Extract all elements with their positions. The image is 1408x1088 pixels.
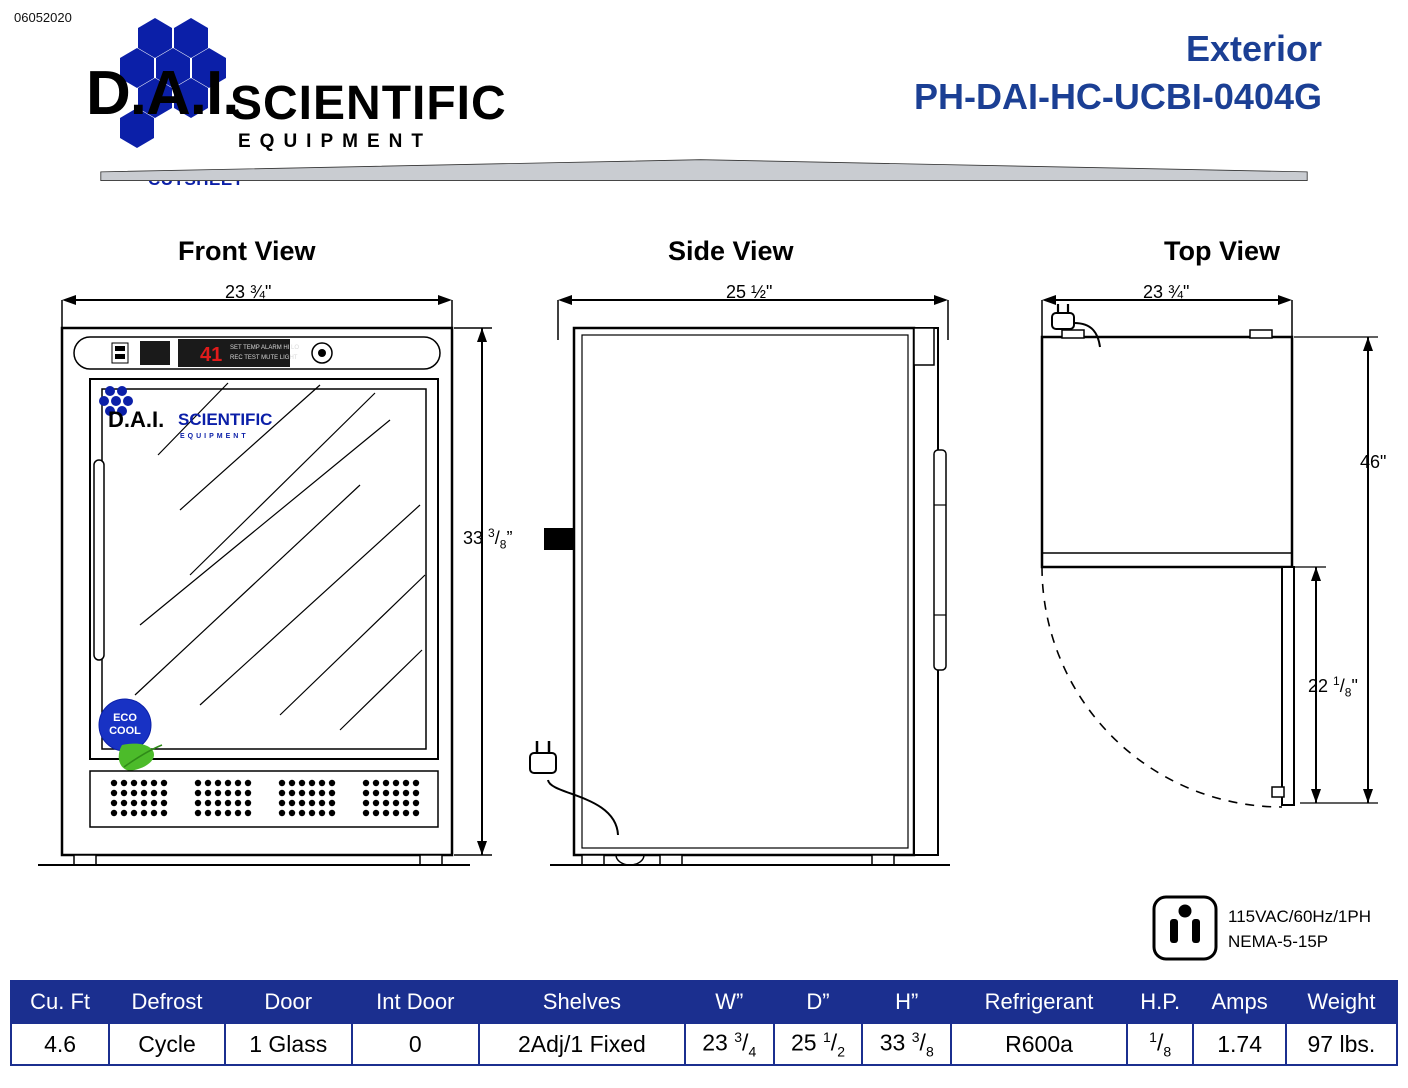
electrical-line-2: NEMA-5-15P	[1228, 931, 1329, 951]
header-refrigerant: Refrigerant	[951, 981, 1127, 1023]
page-title: Exterior	[1185, 28, 1322, 69]
svg-text:SET TEMP ALARM HI LO: SET TEMP ALARM HI LO	[230, 345, 300, 351]
electrical-spec	[1228, 905, 1371, 954]
header-weight: Weight	[1286, 981, 1397, 1023]
table-header-row	[11, 981, 1397, 1023]
header-divider	[0, 158, 1408, 184]
company-logo	[70, 18, 507, 168]
front-height-dimension: 33 $^3/_8$”	[463, 526, 513, 552]
value-shelves: 2Adj/1 Fixed	[479, 1023, 685, 1065]
svg-text:REC TEST MUTE LIGHT: REC TEST MUTE LIGHT	[230, 355, 298, 361]
value-door: 1 Glass	[225, 1023, 352, 1065]
logo-scientific-text: SCIENTIFIC	[230, 77, 507, 130]
top-door-dimension: 22 $^1/_8$"	[1308, 674, 1358, 700]
specification-table	[10, 980, 1398, 1066]
svg-text:41: 41	[200, 344, 223, 366]
value-amps: 1.74	[1193, 1023, 1285, 1065]
side-depth-dimension: 25 ½"	[726, 282, 773, 302]
header-height: H”	[862, 981, 951, 1023]
document-date-code: 06052020	[14, 10, 72, 25]
header-width: W”	[685, 981, 774, 1023]
side-view-title: Side View	[668, 236, 794, 266]
header-int-door: Int Door	[352, 981, 479, 1023]
svg-text:D.A.I.: D.A.I.	[108, 407, 165, 432]
svg-text:COOL: COOL	[109, 725, 141, 737]
value-depth: 25 $^1/_2$	[774, 1023, 863, 1065]
header-hp: H.P.	[1127, 981, 1194, 1023]
top-view-title: Top View	[1164, 236, 1281, 266]
top-width-dimension: 23 ¾"	[1143, 282, 1190, 302]
value-defrost: Cycle	[109, 1023, 225, 1065]
svg-text:ECO: ECO	[113, 712, 137, 724]
electrical-line-1: 115VAC/60Hz/1PH	[1228, 907, 1371, 926]
header-door: Door	[225, 981, 352, 1023]
value-cu-ft: 4.6	[11, 1023, 109, 1065]
value-refrigerant: R600a	[951, 1023, 1127, 1065]
side-view-drawing	[520, 275, 970, 885]
value-height: 33 $^3/_8$	[862, 1023, 951, 1065]
header-amps: Amps	[1193, 981, 1285, 1023]
header-cu-ft: Cu. Ft	[11, 981, 109, 1023]
front-view-drawing	[30, 275, 500, 885]
logo-dai-text: D.A.I.	[86, 59, 239, 128]
front-view-title: Front View	[178, 236, 316, 266]
top-swing-dimension: 46"	[1360, 452, 1387, 472]
model-number: PH-DAI-HC-UCBI-0404G	[913, 76, 1322, 117]
table-row	[11, 1023, 1397, 1065]
header-depth: D”	[774, 981, 863, 1023]
front-width-dimension: 23 ¾"	[225, 282, 272, 302]
svg-text:SCIENTIFIC: SCIENTIFIC	[178, 410, 273, 429]
header-shelves: Shelves	[479, 981, 685, 1023]
svg-text:EQUIPMENT: EQUIPMENT	[180, 433, 249, 440]
value-width: 23 $^3/_4$	[685, 1023, 774, 1065]
header-defrost: Defrost	[109, 981, 225, 1023]
value-hp: $^1/_8$	[1127, 1023, 1194, 1065]
nema-plug-icon	[1150, 893, 1230, 963]
top-view-drawing	[1010, 275, 1408, 835]
value-int-door: 0	[352, 1023, 479, 1065]
logo-equipment-text: EQUIPMENT	[238, 131, 432, 152]
value-weight: 97 lbs.	[1286, 1023, 1397, 1065]
